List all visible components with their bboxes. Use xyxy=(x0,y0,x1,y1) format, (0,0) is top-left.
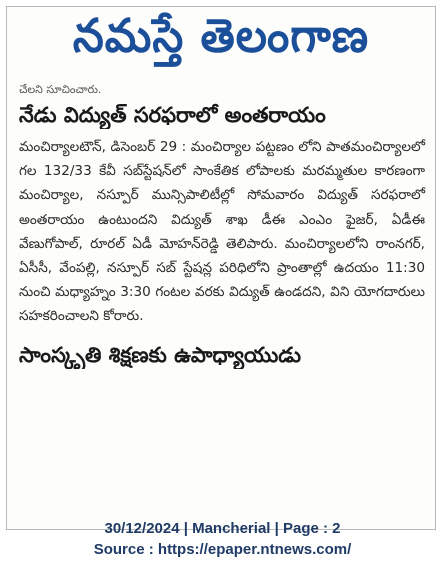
article-body: మంచిర్యాలటౌన్, డిసెంబర్ 29 : మంచిర్యాల పట్టణం లోని పాతమంచిర్యాలలో గల 132/33 కేవీ సబ్‌స్టేషన్‌లో సాంకేతిక లోపాలకు మరమ్మతుల కారణంగా మంచిర్యాల, నస్పూర్ మున్సిపాలిటీల్లో సోమవారం విద్యుత్ సరఫరాలో అంతరాయం ఉంటుందని విద్యుత్ శాఖ డీఈ ఎంఎం ఫైజర్, ఏడీఈ వేణుగోపాల్, రూరల్ ఏడీ మోహన్‌రెడ్డి తెలిపారు. మంచిర్యాలలోని రాంనగర్, ఏసీసీ, వేంపల్లి, నస్పూర్ సబ్ స్టేషన్ల పరిధిలోని ప్రాంతాల్లో ఉదయం 11:30 నుంచి మధ్యాహ్నం 3:30 గంటల వరకు విద్యుత్ ఉండదని, విని యోగదారులు సహకరించాలని కోరారు. xyxy=(19,139,425,325)
article-headline: నేడు విద్యుత్ సరఫరాలో అంతరాయం xyxy=(19,103,326,127)
masthead-logo: నమస్తే తెలంగాణ xyxy=(72,9,370,63)
newspaper-clipping xyxy=(6,6,436,530)
previous-article-fragment: చేలని సూచించారు. xyxy=(19,83,102,95)
next-article-headline: సాంస్కృతి శిక్షణకు ఉపాధ్యాయుడు xyxy=(19,342,302,367)
footer-source: Source : https://epaper.ntnews.com/ xyxy=(93,541,352,558)
footer-meta: 30/12/2024 | Mancherial | Page : 2 xyxy=(104,520,341,537)
